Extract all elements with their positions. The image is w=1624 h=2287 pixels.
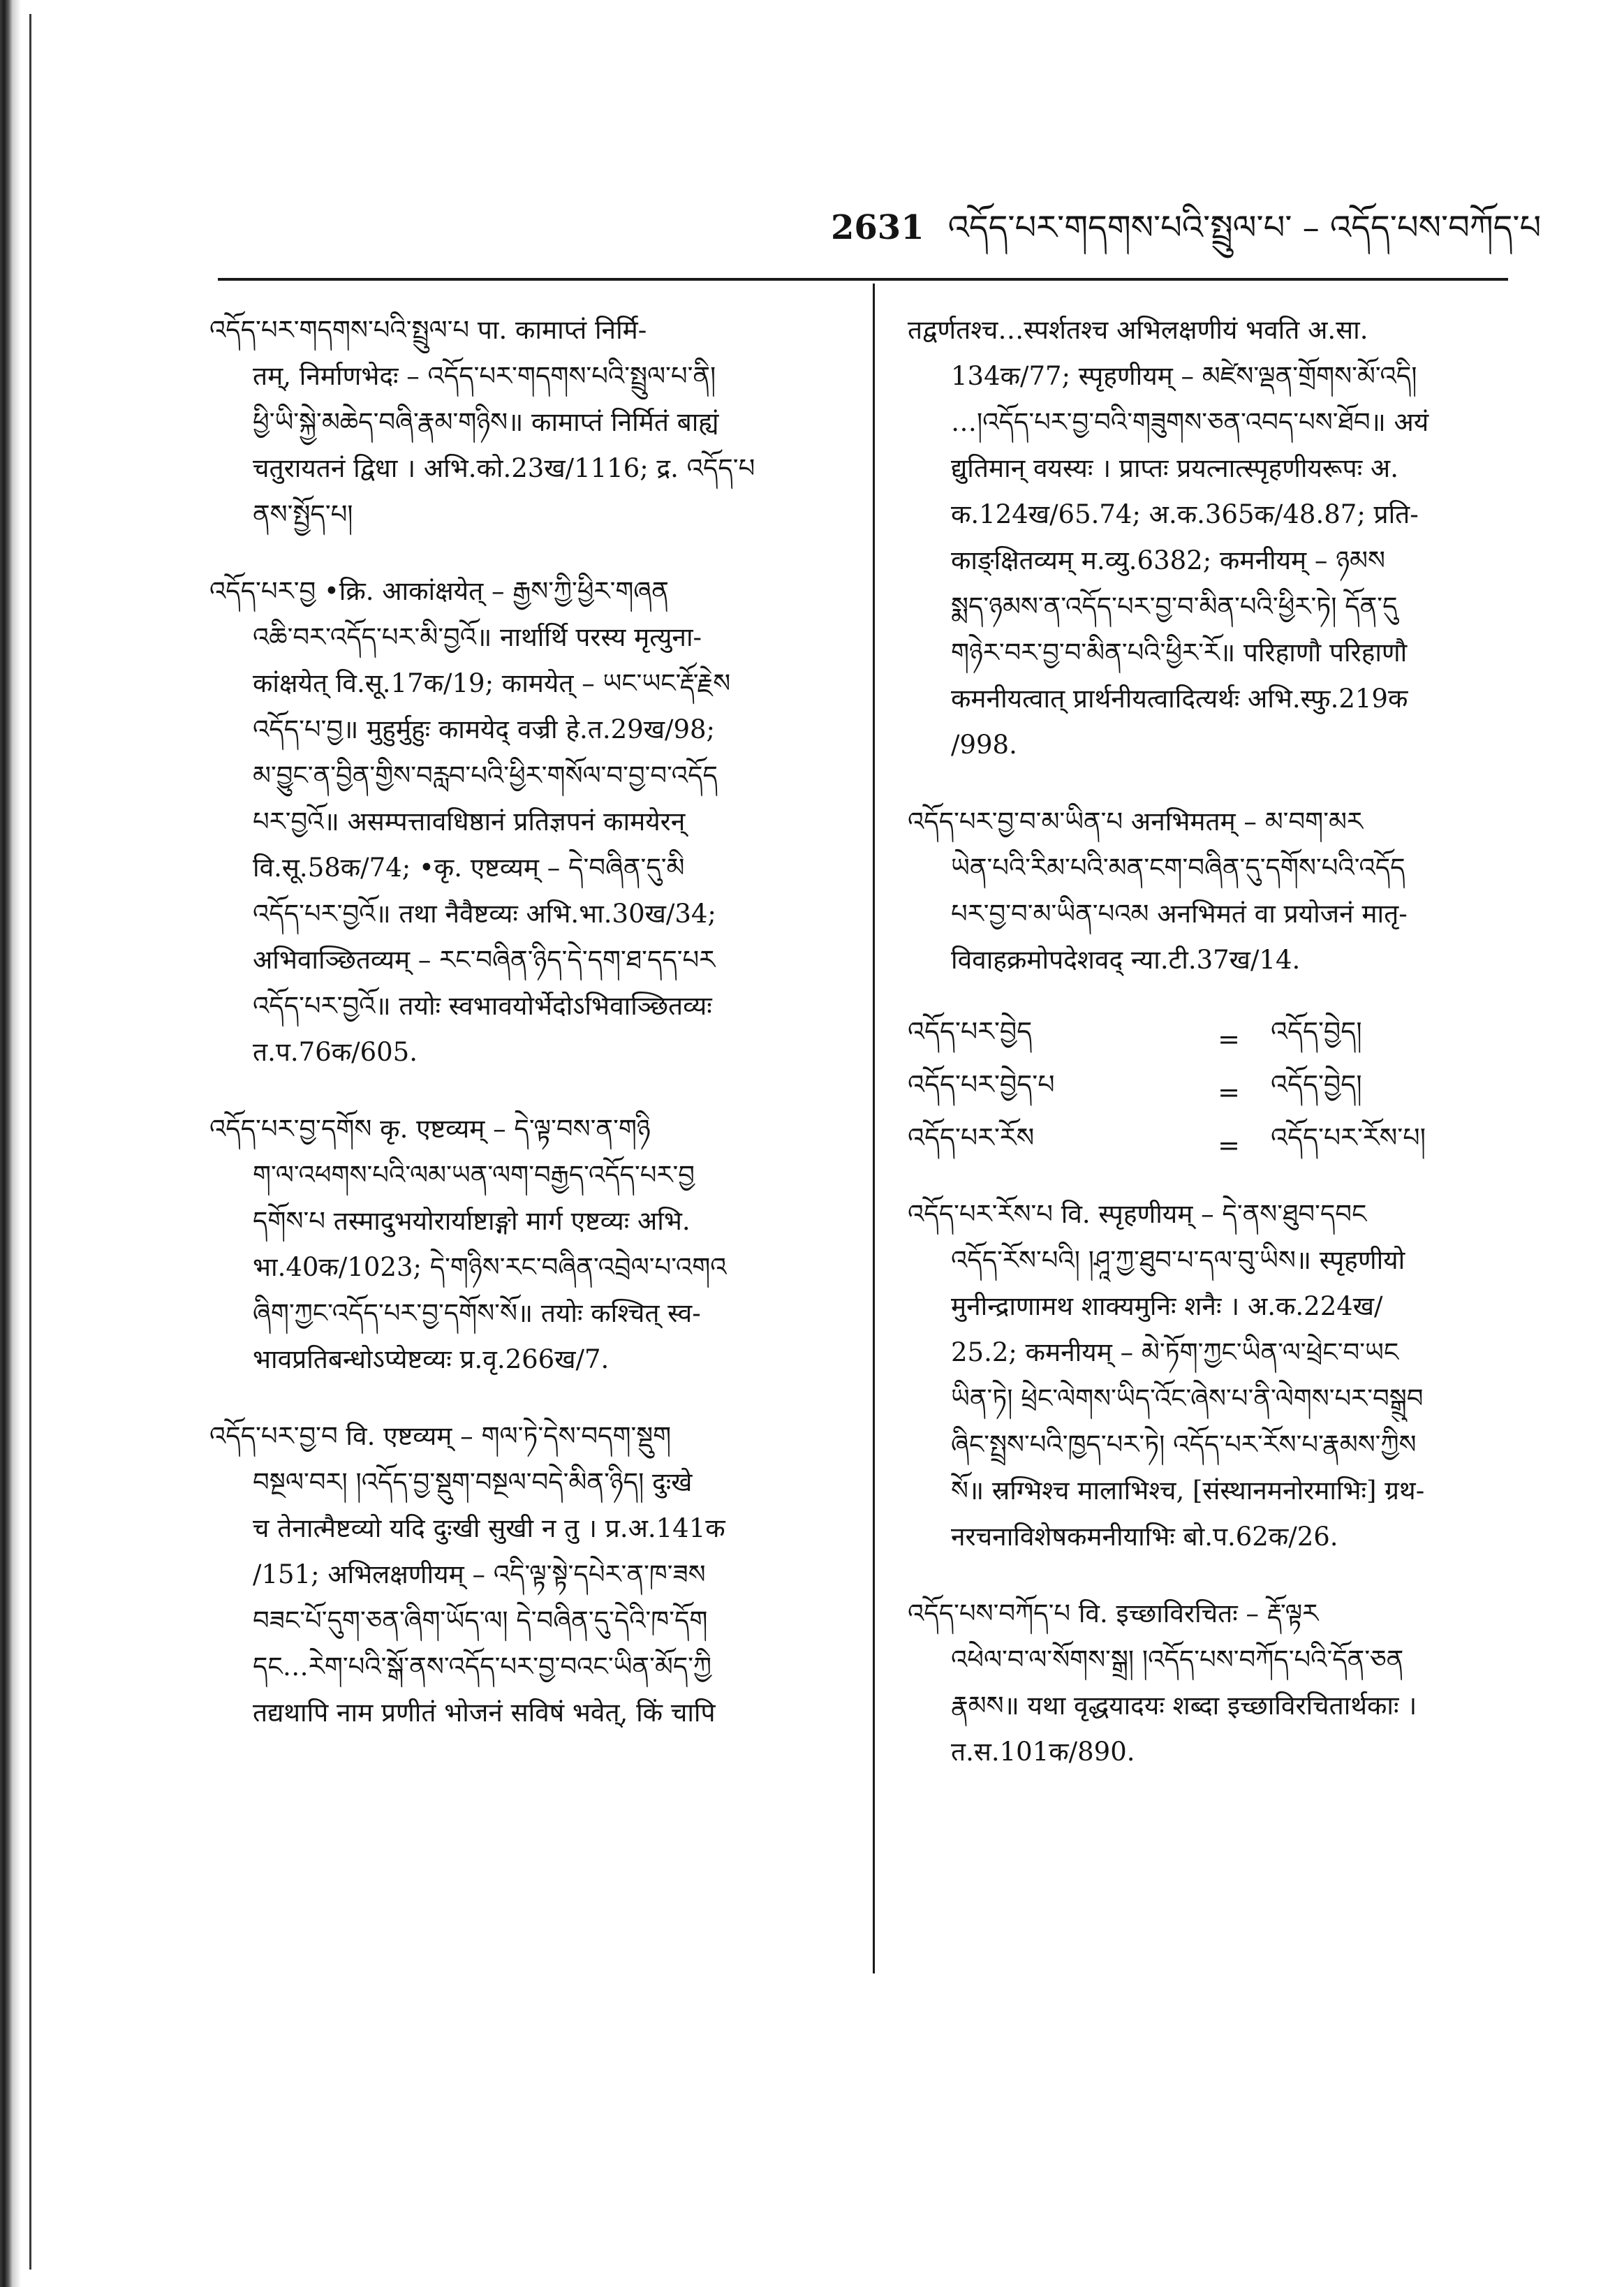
book-spine-edge (0, 0, 21, 2287)
entry-text-line: कांक्षयेत् वि.सू.17क/19; कामयेत् – ཡང་ཡང་རྡོ་རྗེས (253, 668, 731, 698)
entry-text-line: འདོད་པར་བྱའོ॥ तथा नैवैष्टव्यः अभि.भा.30ख/34; (253, 899, 716, 929)
entry-headword-line: འདོད་པས་བཀོད་པ वि. इच्छाविरचितः – རྡོ་ལྟར (908, 1598, 1319, 1628)
xref-headword: འདོད་པར་བྱེད་པ (908, 1068, 1055, 1100)
dictionary-entry (908, 1191, 1529, 1560)
entry-text-line: त.प.76क/605. (253, 1037, 418, 1067)
xref-target: འདོད་པར་རོས་པ། (1271, 1122, 1426, 1153)
dictionary-entry (908, 307, 1529, 768)
entry-text-line: ཞིང་སྤྲས་པའི་ཁྱད་པར་ཏེ། འདོད་པར་རོས་པ་རྣམས་ཀྱིས (951, 1429, 1417, 1459)
dictionary-entry (908, 799, 1529, 983)
column-divider (873, 284, 875, 1973)
entry-text-line: ག་ལ་འཕགས་པའི་ལམ་ཡན་ལག་བརྒྱད་འདོད་པར་བྱ (253, 1160, 695, 1190)
entry-headword-line: འདོད་པར་གདགས་པའི་སྤྲུལ་པ पा. कामाप्तं निर्मि- (209, 315, 647, 345)
entry-text-line: भावप्रतिबन्धोऽप्येष्टव्यः प्र.वृ.266ख/7. (253, 1344, 610, 1374)
cross-reference-row (908, 1120, 1529, 1170)
margin-line (29, 14, 31, 2270)
xref-headword: འདོད་པར་རོས (908, 1122, 1035, 1153)
dictionary-entry (209, 568, 845, 1075)
left-column (209, 307, 845, 1767)
dictionary-entry (209, 1106, 845, 1383)
entry-text-line: विवाहक्रमोपदेशवद् न्या.टी.37ख/14. (951, 945, 1301, 975)
xref-target: འདོད་བྱེད། (1271, 1015, 1362, 1047)
entry-text-line: འདོད་རོས་པའི། །ཤཱ་ཀྱ་ཐུབ་པ་དལ་བུ་ཡིས॥ स्पृहणीयो (951, 1245, 1405, 1275)
entry-text-line: कमनीयत्वात् प्रार्थनीयत्वादित्यर्थः अभि.स्फु.219क (951, 684, 1408, 714)
entry-text-line: གཉེར་བར་བྱ་བ་མིན་པའི་ཕྱིར་རོ॥ परिहाणौ परिहाणौ (951, 638, 1408, 668)
entry-text-line: द्युतिमान् वयस्यः । प्राप्तः प्रयत्नात्स्पृहणीयरूपः अ. (951, 453, 1398, 483)
entry-text-line: འཆི་བར་འདོད་པར་མི་བྱའོ॥ नार्थार्थि परस्य मृत्युना- (253, 622, 702, 652)
entry-text-line: ཕྱི་ཡི་སྐྱེ་མཆེད་བཞི་རྣམ་གཉིས॥ कामाप्तं निर्मितं बाह्यं (253, 407, 719, 437)
entry-text-line: ཡིན་ཏེ། ཕྲེང་ལེགས་ཡིད་འོང་ཞེས་པ་ནི་ལེགས་པར་བསྒྲུབ (951, 1383, 1424, 1413)
header-guide-words: འདོད་པར་གདགས་པའི་སྤྲུལ་པ་ – འདོད་པས་བཀོད་པ (947, 208, 1542, 247)
page-number: 2631 (831, 208, 924, 247)
entry-text-line: བསྔལ་བར། །འདོད་བྱ་སྡུག་བསྔལ་བདེ་མིན་ཉིད། दुःखे (253, 1467, 693, 1497)
entry-headword-line: तद्वर्णतश्च…स्पर्शतश्च अभिलक्षणीयं भवति अ.सा. (908, 315, 1368, 345)
entry-text-line: 25.2; कमनीयम् – མེ་ཏོག་ཀྱང་ཡིན་ལ་ཕྲེང་བ་ཡང (951, 1337, 1399, 1367)
xref-headword: འདོད་པར་བྱེད (908, 1015, 1033, 1047)
cross-references (908, 1014, 1529, 1170)
entry-headword-line: འདོད་པར་བྱ་བ་མ་ཡིན་པ अनभिमतम् – མ་བག་མར (908, 807, 1363, 837)
entry-text-line: སྨད་ཉམས་ན་འདོད་པར་བྱ་བ་མིན་པའི་ཕྱིར་ཏེ། དོན་དུ (951, 591, 1398, 622)
entry-text-line: བཟང་པོ་དུག་ཅན་ཞིག་ཡོད་ལ། དེ་བཞིན་དུ་དེའི་ཁ་དོག (253, 1605, 708, 1635)
entry-text-line: च तेनात्मैष्टव्यो यदि दुःखी सुखी न तु । प्र.अ.141क (253, 1513, 725, 1543)
entry-text-line: चतुरायतनं द्विधा । अभि.को.23ख/1116; द्र. འདོད་པ (253, 453, 755, 483)
entry-headword-line: འདོད་པར་བྱ་དགོས कृ. एष्टव्यम् – དེ་ལྟ་བས་ན་གཉི (209, 1114, 651, 1144)
right-column (908, 307, 1529, 1806)
running-header (831, 190, 1542, 247)
entry-text-line: काङ्क्षितव्यम् म.व्यु.6382; कमनीयम् – ཉམས (951, 545, 1385, 575)
entry-text-line: तम्, निर्माणभेदः – འདོད་པར་གདགས་པའི་སྤྲུལ་པ་ནི། (253, 361, 716, 391)
xref-equals: = (1218, 1077, 1240, 1108)
right-entries-top (908, 307, 1529, 983)
entry-text-line: त.स.101क/890. (951, 1737, 1135, 1767)
header-rule (218, 278, 1508, 281)
entry-text-line: /151; अभिलक्षणीयम् – འདི་ལྟ་སྟེ་དཔེར་ན་ཁ་ཟས (253, 1559, 706, 1589)
entry-text-line: དང…རེག་པའི་སྒོ་ནས་འདོད་པར་བྱ་བའང་ཡིན་མོད་ཀྱི (253, 1652, 712, 1682)
xref-target: འདོད་བྱེད། (1271, 1068, 1362, 1100)
entry-text-line: वि.सू.58क/74; •कृ. एष्टव्यम् – དེ་བཞིན་དུ་མི (253, 853, 685, 883)
xref-equals: = (1218, 1130, 1240, 1161)
xref-equals: = (1218, 1024, 1240, 1054)
entry-text-line: འདོད་པར་བྱའོ॥ तयोः स्वभावयोर्भेदोऽभिवाञ्छितव्यः (253, 991, 712, 1021)
entry-text-line: क.124ख/65.74; अ.क.365क/48.87; प्रति- (951, 499, 1419, 529)
entry-text-line: འདོད་པ་བྱ॥ मुहुर्मुहुः कामयेद् वज्री हे.त.29ख/98; (253, 714, 716, 744)
dictionary-entry (209, 1413, 845, 1736)
entry-text-line: …།འདོད་པར་བྱ་བའི་གཟུགས་ཅན་འབད་པས་ཐོབ॥ अयं (951, 407, 1429, 437)
entry-headword-line: འདོད་པར་བྱ་བ वि. एष्टव्यम् – གལ་ཏེ་དེས་བདག་སྡུག (209, 1421, 672, 1451)
entry-text-line: པར་བྱ་བ་མ་ཡིན་པའམ अनभिमतं वा प्रयोजनं मातृ- (951, 899, 1408, 929)
entry-text-line: तद्यथापि नाम प्रणीतं भोजनं सविषं भवेत्, किं चापि (253, 1698, 716, 1728)
entry-text-line: अभिवाञ्छितव्यम् – རང་བཞིན་ཉིད་དེ་དག་ཐ་དད་པར (253, 945, 716, 975)
right-entries-bottom (908, 1191, 1529, 1775)
entry-text-line: ཞིག་ཀྱང་འདོད་པར་བྱ་དགོས་སོ॥ तयोः कश्चित् स्व- (253, 1298, 701, 1328)
entry-text-line: མ་བྱུང་ན་བྱིན་གྱིས་བརླབ་པའི་ཕྱིར་གསོལ་བ་བྱ་བ་འདོད (253, 760, 718, 790)
entry-text-line: ནས་སྤྱོད་པ། (253, 499, 353, 529)
entry-text-line: 134क/77; स्पृहणीयम् – མཛེས་ལྡན་གྲོགས་མོ་འདི། (951, 361, 1417, 391)
entry-text-line: སོ॥ स्रग्भिश्च मालाभिश्च, [संस्थानमनोरमाभिः] ग्रथ- (951, 1476, 1425, 1506)
entry-text-line: དགོས་པ तस्मादुभयोरार्याष्टाङ्गो मार्ग एष्टव्यः अभि. (253, 1206, 691, 1236)
entry-text-line: རྣམས॥ यथा वृद्धयादयः शब्दा इच्छाविरचितार्थकाः । (951, 1691, 1417, 1721)
entry-text-line: ཡེན་པའི་རིམ་པའི་མན་ངག་བཞིན་དུ་དགོས་པའི་འདོད (951, 853, 1405, 883)
entry-text-line: मुनीन्द्राणामथ शाक्यमुनिः शनैः । अ.क.224ख/ (951, 1291, 1383, 1321)
entry-text-line: नरचनाविशेषकमनीयाभिः बो.प.62क/26. (951, 1522, 1338, 1552)
dictionary-entry (209, 307, 845, 538)
dictionary-entry (908, 1591, 1529, 1775)
entry-headword-line: འདོད་པར་རོས་པ वि. स्पृहणीयम् – དེ་ནས་ཐུབ་དབང (908, 1199, 1367, 1229)
entry-text-line: /998. (951, 730, 1017, 760)
entry-text-line: པར་བྱའོ॥ असम्पत्तावधिष्ठानं प्रतिज्ञपनं कामयेरन् (253, 807, 686, 837)
entry-text-line: भा.40क/1023; དེ་གཉིས་རང་བཞིན་འབྲེལ་པ་འགའ (253, 1252, 727, 1282)
entry-text-line: འཕེལ་བ་ལ་སོགས་སྒྲ། །འདོད་པས་བཀོད་པའི་དོན་ཅན (951, 1645, 1404, 1675)
entry-headword-line: འདོད་པར་བྱ •क्रि. आकांक्षयेत् – རྒྱས་ཀྱི་ཕྱིར་གཞན (209, 576, 669, 606)
